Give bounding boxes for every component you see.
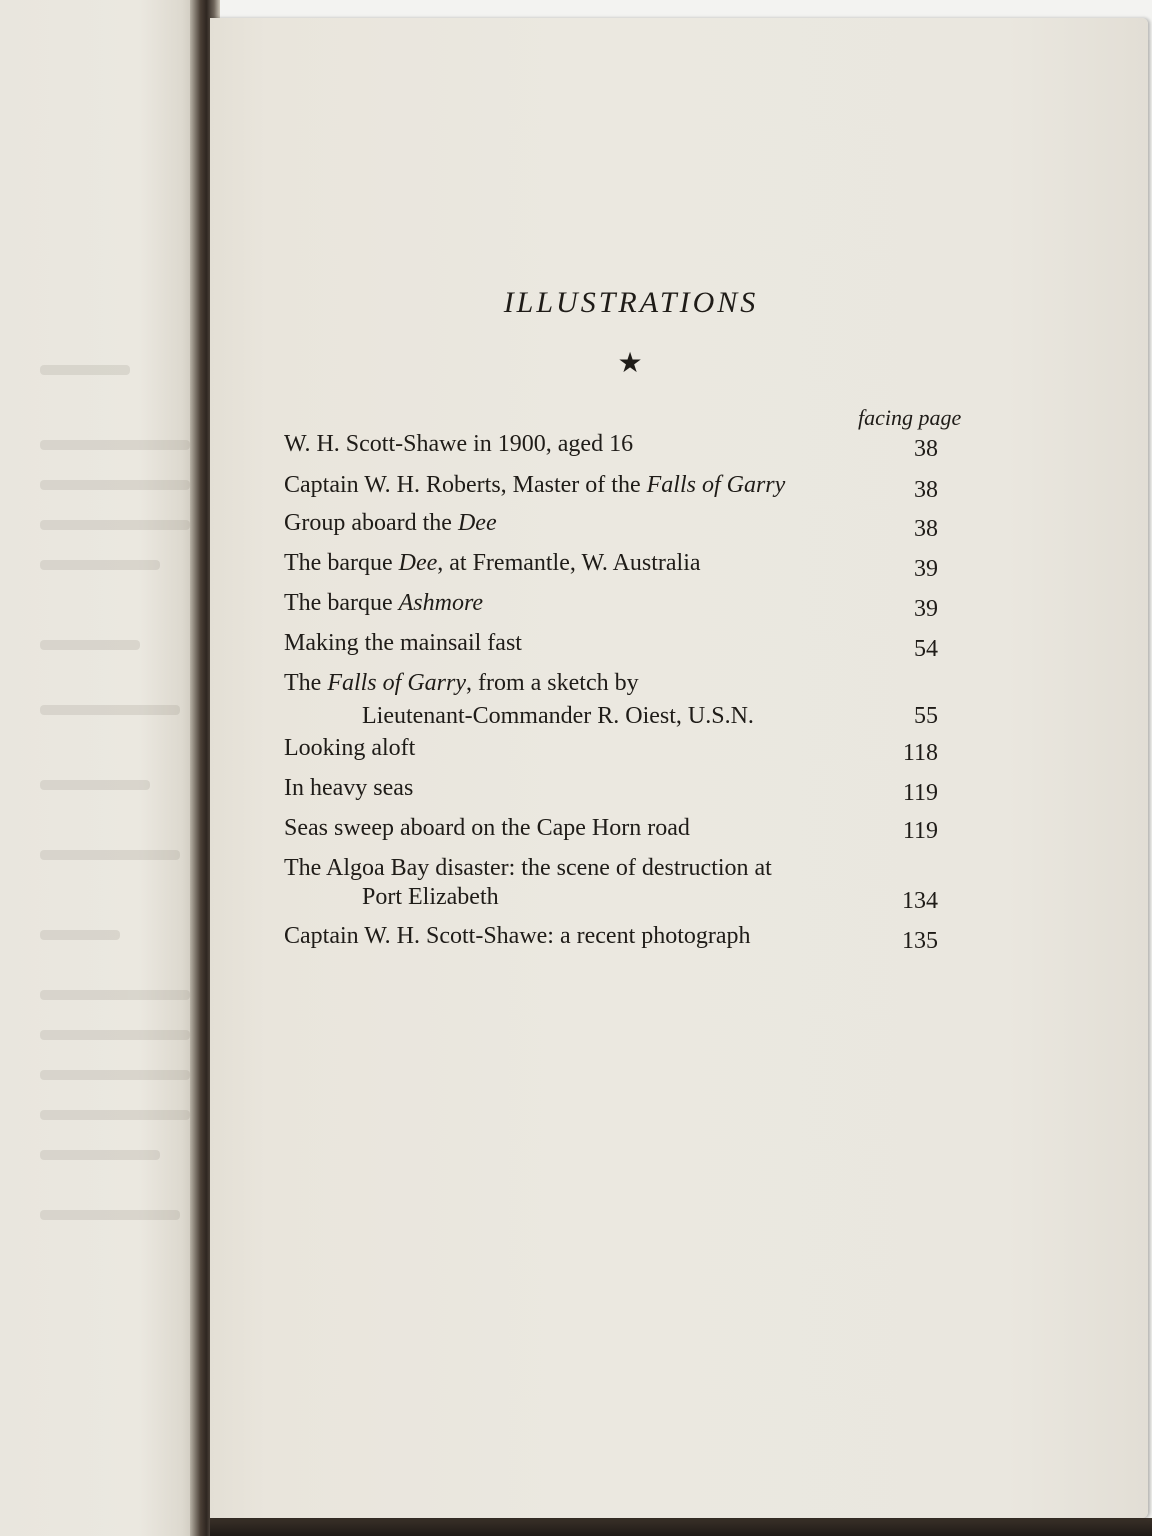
entry-page-number: 39 [914, 556, 938, 582]
entry-page-number: 54 [914, 636, 938, 662]
entry-title [284, 630, 522, 657]
entry-page-number: 135 [902, 928, 938, 954]
entry-title [284, 510, 497, 537]
entry-page-number: 119 [902, 780, 938, 806]
entry-title-text: , at Fremantle, W. Australia [437, 550, 701, 576]
entry-title [284, 590, 483, 617]
entry-page-number: 39 [914, 596, 938, 622]
entry-title-text: The barque [284, 550, 399, 576]
entry-title-text: In heavy seas [284, 775, 414, 801]
entry-page-number: 118 [902, 740, 938, 766]
entry-title-text: Captain W. H. Roberts, Master of the [284, 472, 647, 498]
entry-title [284, 855, 772, 882]
entry-title-text: The [284, 670, 328, 696]
entry-page-number: 134 [902, 888, 938, 914]
entry-title-text: Looking aloft [284, 735, 416, 761]
entry-title [284, 775, 413, 802]
entry-title [284, 670, 639, 697]
entry-page-number: 55 [914, 703, 938, 729]
entry-title-text: Group aboard the [284, 510, 458, 536]
entry-page-number: 38 [914, 436, 938, 462]
entry-title [284, 923, 751, 950]
column-label-facing-page: facing page [858, 405, 962, 430]
entry-title-text: Seas sweep aboard on the Cape Horn road [284, 815, 690, 841]
entry-page-number: 38 [914, 516, 938, 542]
entry-page-number: 38 [914, 477, 938, 503]
entry-title-continuation: Port Elizabeth [362, 884, 499, 910]
entry-title [284, 431, 633, 458]
star-ornament: ★ [617, 348, 643, 379]
entry-title-italic: Dee [398, 550, 438, 576]
entry-title-italic: Falls of Garry [646, 472, 786, 498]
entry-title [284, 550, 701, 577]
entry-title-text: Making the mainsail fast [284, 630, 522, 656]
entry-title-text: W. H. Scott-Shawe in 1900, aged 16 [284, 431, 634, 457]
entry-title-text: , from a sketch by [465, 670, 639, 696]
entry-title-italic: Dee [457, 510, 497, 536]
entry-page-number: 119 [902, 818, 938, 844]
entry-title [284, 472, 785, 499]
entry-title [284, 735, 415, 762]
page-title: ILLUSTRATIONS [503, 286, 759, 319]
entry-title-continuation: Lieutenant-Commander R. Oiest, U.S.N. [362, 703, 754, 729]
entry-title-italic: Falls of Garry [327, 670, 466, 696]
entry-title-text: Captain W. H. Scott-Shawe: a recent photograph [284, 923, 751, 949]
entry-title-text: The barque [284, 590, 399, 616]
entry-title [284, 815, 690, 842]
entry-title-italic: Ashmore [398, 590, 484, 616]
entry-title-text: The Algoa Bay disaster: the scene of destruction at [284, 855, 772, 881]
